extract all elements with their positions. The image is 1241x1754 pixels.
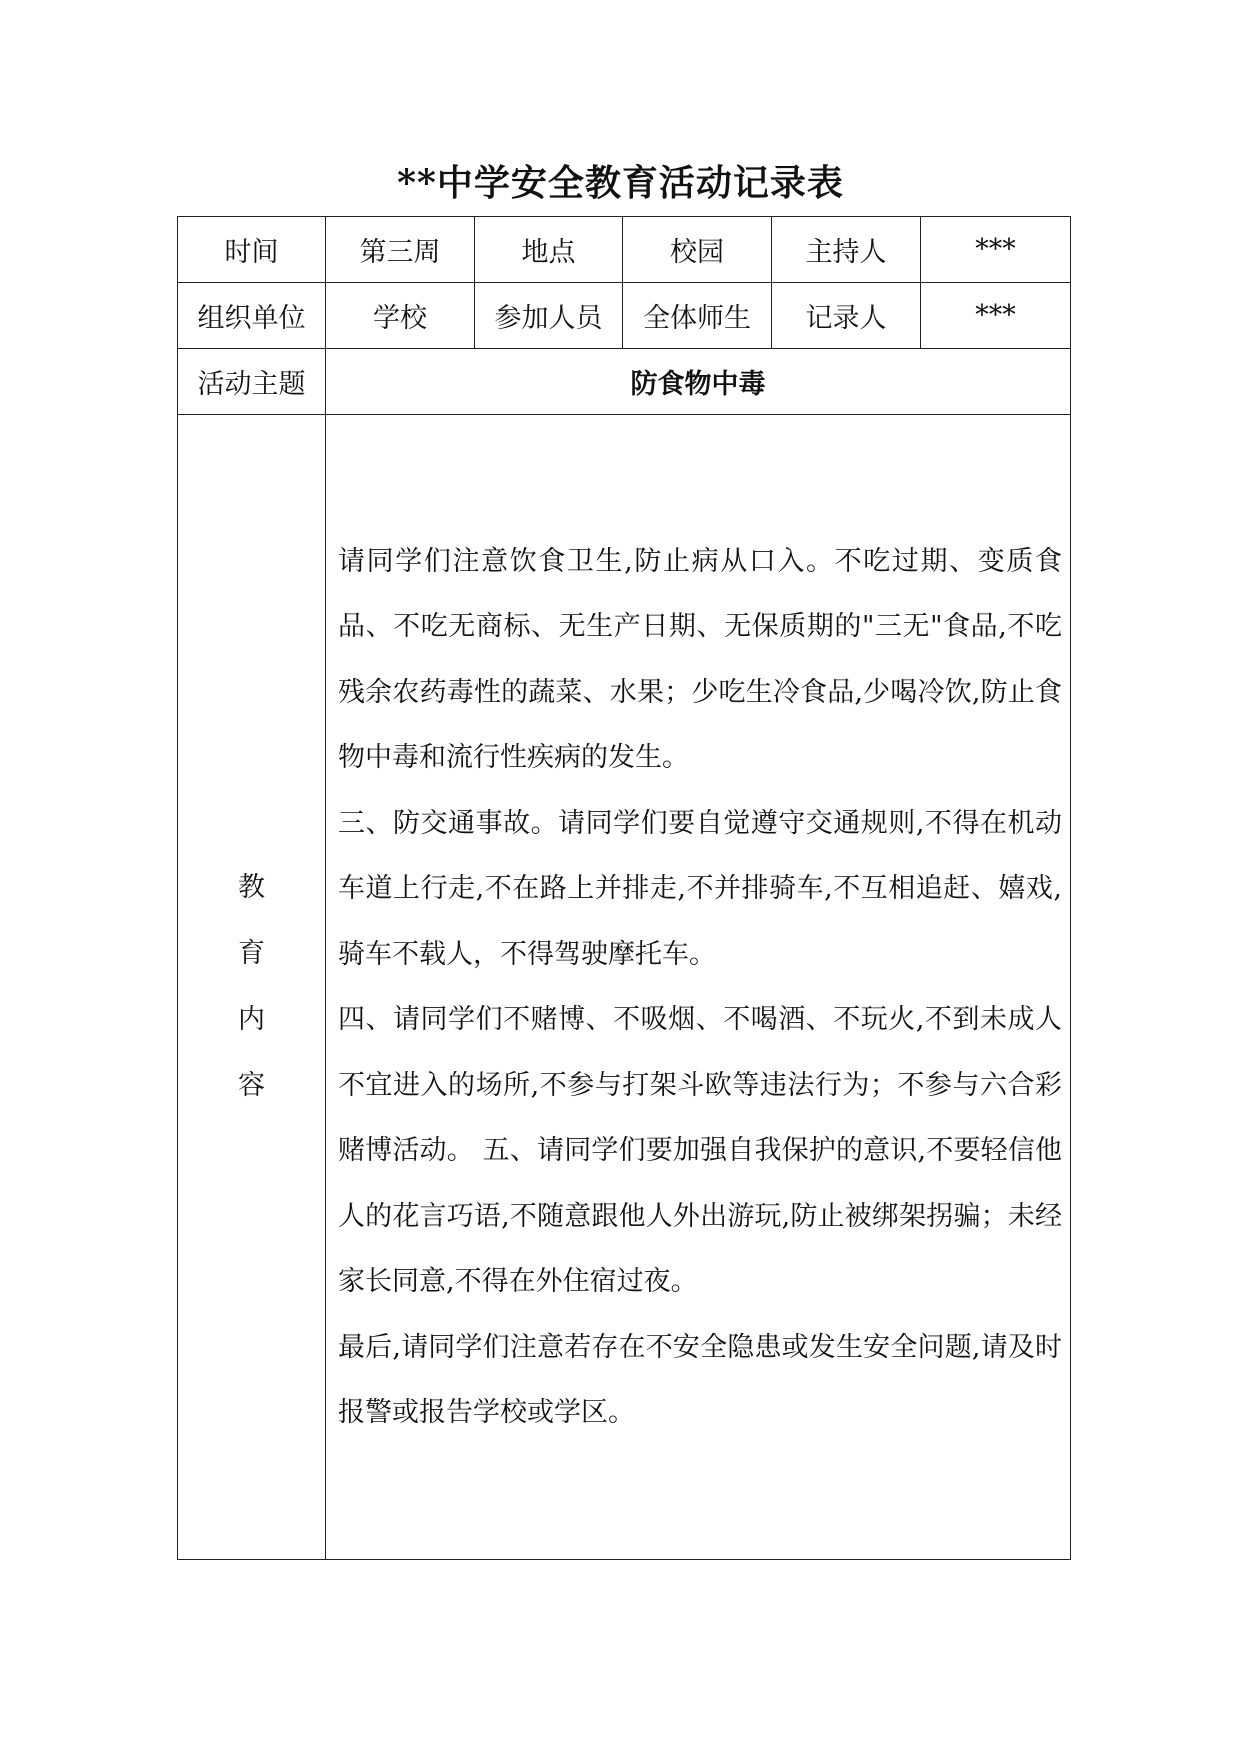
- content-paragraph: 最后,请同学们注意若存在不安全隐患或发生安全问题,请及时报警或报告学校或学区。: [338, 1331, 1062, 1428]
- participants-value: 全体师生: [623, 283, 772, 349]
- content-cell: [326, 415, 1071, 1560]
- participants-label: 参加人员: [475, 283, 623, 349]
- table-row-time: [178, 217, 1071, 283]
- content-paragraph: 请同学们注意饮食卫生,防止病从口入。不吃过期、变质食品、不吃无商标、无生产日期、无保质期的"三无"食品,不吃残余农药毒性的蔬菜、水果；少吃生冷食品,少喝冷饮,防止食物中毒和流行性疾病的发生。: [338, 545, 1062, 773]
- table-row-theme: [178, 349, 1071, 415]
- theme-value: 防食物中毒: [326, 349, 1071, 415]
- content-label-char: 育: [238, 938, 265, 969]
- table-row-organization: [178, 283, 1071, 349]
- time-label: 时间: [178, 217, 326, 283]
- theme-label: 活动主题: [178, 349, 326, 415]
- time-value: 第三周: [326, 217, 475, 283]
- content-paragraph: 四、请同学们不赌博、不吸烟、不喝酒、不玩火,不到未成人不宜进入的场所,不参与打架斗欧等违法行为；不参与六合彩赌博活动。 五、请同学们要加强自我保护的意识,不要轻信他人的花言巧语,不随意跟他人外出游玩,防止被绑架拐骗；未经家长同意,不得在外住宿过夜。: [338, 1004, 1062, 1297]
- content-label-vertical: [178, 855, 325, 1119]
- table-row-content: [178, 415, 1071, 1560]
- content-label-char: 内: [238, 1004, 265, 1035]
- document-title: **中学安全教育活动记录表: [397, 162, 844, 204]
- place-label: 地点: [475, 217, 623, 283]
- content-label-char: 容: [238, 1070, 265, 1101]
- organization-value: 学校: [326, 283, 475, 349]
- recorder-value: ***: [921, 283, 1071, 349]
- organization-label: 组织单位: [178, 283, 326, 349]
- recorder-label: 记录人: [772, 283, 921, 349]
- place-value: 校园: [623, 217, 772, 283]
- host-value: ***: [921, 217, 1071, 283]
- content-label: [178, 415, 326, 1560]
- content-label-char: 教: [238, 872, 265, 903]
- content-paragraph: 三、防交通事故。请同学们要自觉遵守交通规则,不得在机动车道上行走,不在路上并排走,不并排骑车,不互相追赶、嬉戏,骑车不载人，不得驾驶摩托车。: [338, 807, 1062, 970]
- activity-record-table: [177, 216, 1071, 1560]
- host-label: 主持人: [772, 217, 921, 283]
- education-content: [326, 529, 1070, 1446]
